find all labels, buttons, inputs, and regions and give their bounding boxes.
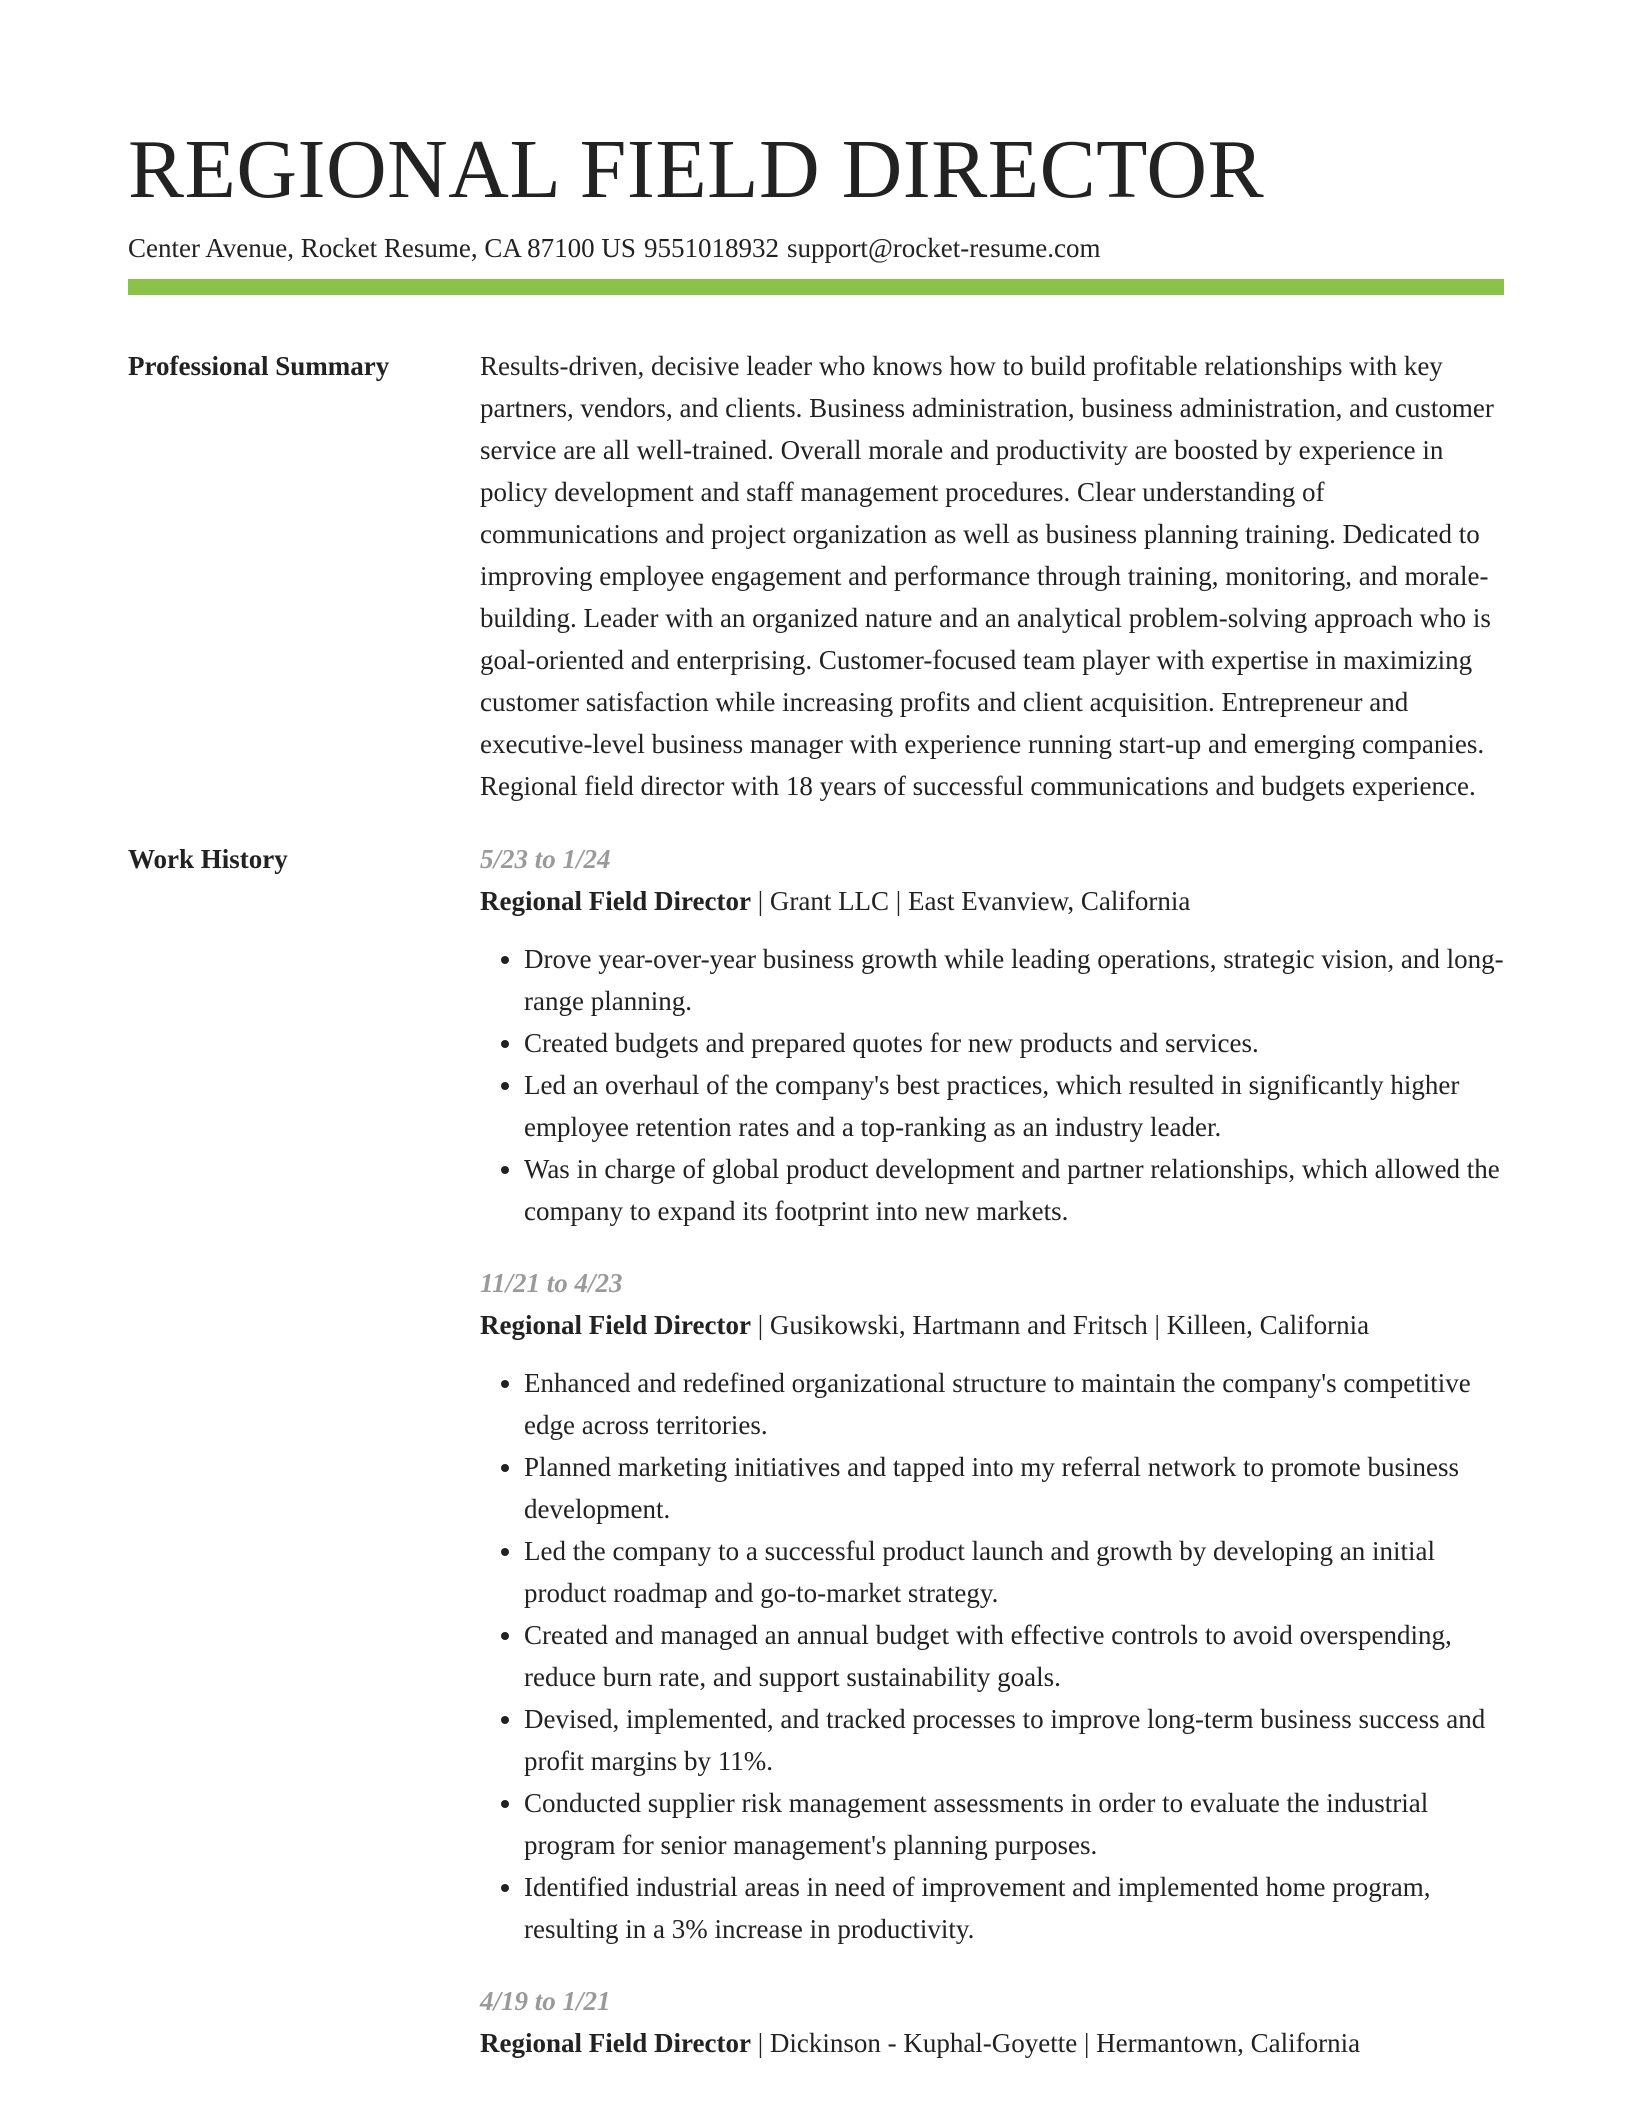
work-history-body [480,838,1504,2064]
job-details: | Grant LLC | East Evanview, California [750,886,1191,916]
job-bullet: • Created and managed an annual budget with effective controls to avoid overspending, reduce burn rate, and support sustainability goals. [524,1614,1504,1698]
job-details: | Gusikowski, Hartmann and Fritsch | Killeen, California [750,1310,1370,1340]
summary-section [128,345,1504,807]
contact-line [128,230,1504,266]
job-details: | Dickinson - Kuphal-Goyette | Hermantown, California [750,2028,1361,2058]
job-title: Regional Field Director [480,1310,751,1340]
job-title-line [480,2022,1504,2064]
resume-title: REGIONAL FIELD DIRECTOR [128,123,1265,216]
contact-email: support@rocket-resume.com [786,233,1101,263]
job-title: Regional Field Director [480,2028,751,2058]
job-bullet: • Enhanced and redefined organizational structure to maintain the company's competitive edge across territories. [524,1362,1504,1446]
summary-body [480,345,1504,807]
job-entry [480,838,1504,1232]
job-dates: 4/19 to 1/21 [480,1986,611,2016]
resume-page [128,0,1504,2064]
job-bullet: • Conducted supplier risk management assessments in order to evaluate the industrial program for senior management's planning purposes. [524,1782,1504,1866]
contact-address: Center Avenue, Rocket Resume, CA 87100 US [128,233,636,263]
summary-heading: Professional Summary [128,351,390,381]
contact-phone: 9551018932 [643,233,779,263]
work-history-section [128,838,1504,2064]
summary-text: Results-driven, decisive leader who knows how to build profitable relationships with key partners, vendors, and clients. Business administration, business administration, and customer service are all well-trained. Overall morale and productivity are boosted by experience in policy development and staff management procedures. Clear understanding of communications and project organization as well as business planning training. Dedicated to improving employee engagement and performance through training, monitoring, and morale-building. Leader with an organized nature and an analytical problem-solving approach who is goal-oriented and enterprising. Customer-focused team player with expertise in maximizing customer satisfaction while increasing profits and client acquisition. Entrepreneur and executive-level business manager with experience running start-up and emerging companies. Regional field director with 18 years of successful communications and budgets experience. [480,351,1494,801]
header-divider [128,279,1504,295]
job-title-line [480,1304,1504,1346]
job-title: Regional Field Director [480,886,751,916]
job-bullet: • Drove year-over-year business growth while leading operations, strategic vision, and long-range planning. [524,938,1504,1022]
job-bullet: • Identified industrial areas in need of improvement and implemented home program, resulting in a 3% increase in productivity. [524,1866,1504,1950]
job-dates: 5/23 to 1/24 [480,844,611,874]
job-bullet: • Devised, implemented, and tracked processes to improve long-term business success and profit margins by 11%. [524,1698,1504,1782]
job-entry [480,1262,1504,1950]
job-bullets [480,938,1504,1232]
job-dates: 11/21 to 4/23 [480,1268,623,1298]
job-bullets [480,1362,1504,1950]
job-bullet: • Planned marketing initiatives and tapped into my referral network to promote business development. [524,1446,1504,1530]
job-bullet: • Led the company to a successful product launch and growth by developing an initial product roadmap and go-to-market strategy. [524,1530,1504,1614]
job-bullet: • Was in charge of global product development and partner relationships, which allowed the company to expand its footprint into new markets. [524,1148,1504,1232]
work-history-heading: Work History [128,844,288,874]
job-bullet: • Led an overhaul of the company's best practices, which resulted in significantly higher employee retention rates and a top-ranking as an industry leader. [524,1064,1504,1148]
job-entry [480,1980,1504,2064]
job-title-line [480,880,1504,922]
job-bullet: • Created budgets and prepared quotes for new products and services. [524,1022,1504,1064]
